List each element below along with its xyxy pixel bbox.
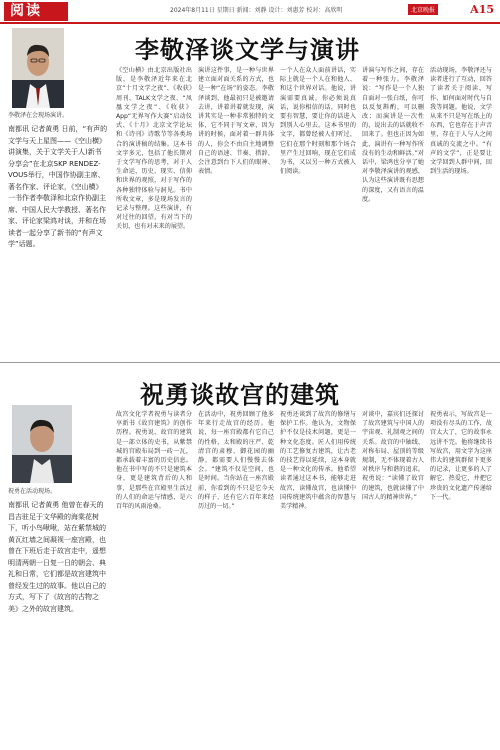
page-header — [0, 0, 500, 24]
article2-photo — [12, 405, 72, 483]
article2-column-5: 祝勇表示，写故宫是一项没有尽头的工作，故宫太大了，它的故事永远讲不完。他将继续书写故宫，用文字为这座伟大的建筑群留下更多的记录，让更多的人了解它、热爱它，并把它珍贵的文化遗产传递给下一代。 — [430, 411, 492, 501]
article2-lead: 南都讯 记者黄勇 他曾在春天的昌吉驻足于文华殿的海棠花树下，听小鸟啾啾，站在紫禁城的黄瓦红墙之间凝视一座宫殿，也曾在下班后走于故宫走中，遥想明清两朝一日复一日的朝会、典礼和日常，它们都是故宫建筑中曾经发生过的故事。他以自己的方式，写下了《故宫的古物之美》之外的故宫建筑。 — [8, 501, 106, 613]
article1-column-1: 《空山横》由北京出版社出版，是李敬泽近年来在北京“十月文学之夜”、《收获》周刊、TALK文学之夜、“凤凰文学之夜”、《收获》App“无界写作大赛”启动仪式、《十月》北京文学论坛和《诗刊》诗歌节等各类场合的演讲稿的结集。这本书文字多元，包括了他长期对于文学写作的思考，对于人生命运、历史、现实、信仰和世界的观照，对于写作的各种独特体验与洞见。书中所收文章，多是现场发言的记录与整理。这些演讲，有对过往的回望，有对当下的关切，也有对未来的展望。 — [116, 67, 192, 231]
article1-lead: 南都讯 记者黄勇 日前，“有声的文学与天上星图——《空山横》讲演集，关于文学关于人)新书分享会”在北京SKP RENDEZ-VOUS举行，中国作协副主席、著名作家、评论家，《空山横》一书作者李敬泽和北京作协副主席、中国人民大学教授、著名作家、评论家梁鸿对谈，并和在场读者一起分享了新书的“有声文学”话题。 — [8, 125, 108, 248]
article2-column-4: 对谈中，嘉宾们还探讨了故宫建筑与中国人的宇宙观、礼制观之间的关系。故宫的中轴线、对称布局、屋顶的等级规制，无不体现着古人对秩序与和谐的追求。祝勇说：“读懂了故宫的建筑，也就读懂了中国古人的精神世界。” — [362, 411, 424, 501]
article1-title: 李敬泽谈文学与演讲 — [135, 35, 360, 64]
article2-column-3: 祝勇还谈到了故宫的修缮与保护工作。他认为，文物保护不仅是技术问题，更是一种文化态度。匠人们用传统的工艺修复古建筑，让古老的技艺得以延续，这本身就是一种文化的传承。他希望读者通过这本书，能够走进故宫，读懂故宫，也读懂中国传统建筑中蕴含的智慧与美学精神。 — [280, 411, 356, 511]
page-meta: 2024年8月11日 星期日 新闻：刘静 设计：刘惠芳 校对：高欣明 — [170, 7, 343, 14]
article2-photo-caption: 祝勇在活动现场。 — [8, 488, 57, 495]
article2-title: 祝勇谈故宫的建筑 — [140, 380, 340, 409]
article2-column-2: 在活动中，祝勇回顾了他多年来行走故宫的经历。他说，每一座宫殿都有它自己的性格，太和殿的庄严、乾清宫的肃穆、御花园的幽静，都需要人们慢慢去体会。“建筑不仅是空间，也是时间。当你站在一座宫殿前，你看到的不只是它今天的样子，还有它六百年来经历过的一切。” — [198, 411, 274, 511]
header-rule — [0, 22, 500, 24]
article1-photo-caption: 李敬泽在会现场演讲。 — [8, 112, 69, 119]
newspaper-tag: 北京晚报 — [408, 4, 438, 15]
article1-photo — [12, 28, 64, 108]
article1-column-3: 一个人在众人面前讲话，实际上就是一个人在和他人、和这个世界对话。他说，讲演需要真诚，你必须说真话，说你相信的话，同时也要有智慧，要让你的话进入到别人心里去。这本书里的文字，都曾经被人们听过，它们在那个时刻和那个场合里产生过回响，现在它们成为书，又以另一种方式被人们阅读。 — [280, 67, 356, 176]
section-label: 阅读 — [4, 2, 68, 21]
article2-column-1: 故宫文化学者祝勇与读者分享新书《故宫建筑》的创作历程。祝勇说，故宫的建筑是一部立体的史书，从紫禁城的宫殿布局到一砖一瓦，都承载着丰富的历史信息。他在书中写的不只是建筑本身，更是建筑背后的人和事，是那些在宫殿里生活过的人们的命运与情感，是六百年的风雨沧桑。 — [116, 411, 192, 511]
article1-column-4: 讲演与写作之间，存在着一种张力。李敬泽说：“写作是一个人独自面对一张白纸，你可以反复斟酌，可以删改；而演讲是一次性的，说出去的话就收不回来了。但也正因为如此，演讲有一种写作所没有的生动和鲜活。”对话中，梁鸿也分享了她对李敬泽演讲的观感，认为这些演讲既有思想的深度，又有语言的温度。 — [362, 67, 424, 203]
article-divider — [0, 362, 500, 363]
article1-column-5: 活动现场，李敬泽还与读者进行了互动，回答了读者关于阅读、写作、如何面对时代与自我等问题。他说，文学从来不只是写在纸上的东西，它也存在于声音里，存在于人与人之间真诚的交流之中。“有声的文学”，正是要让文学回到人群中间，回到生活的现场。 — [430, 67, 492, 176]
page-number: A15 — [470, 3, 494, 16]
article1-column-2: 演讲这件事，是一种与世界建立面对面关系的方式，也是一种“在场”的姿态。李敬泽谈到，他最初只是被邀请去讲，讲着讲着就发现，演讲其实是一种非常独特的文体，它不同于写文章，因为讲的时候，面对着一群具体的人，你会不由自主地调整自己的语速、节奏、措辞，会注意到台下人们的眼神、表情。 — [198, 67, 274, 176]
